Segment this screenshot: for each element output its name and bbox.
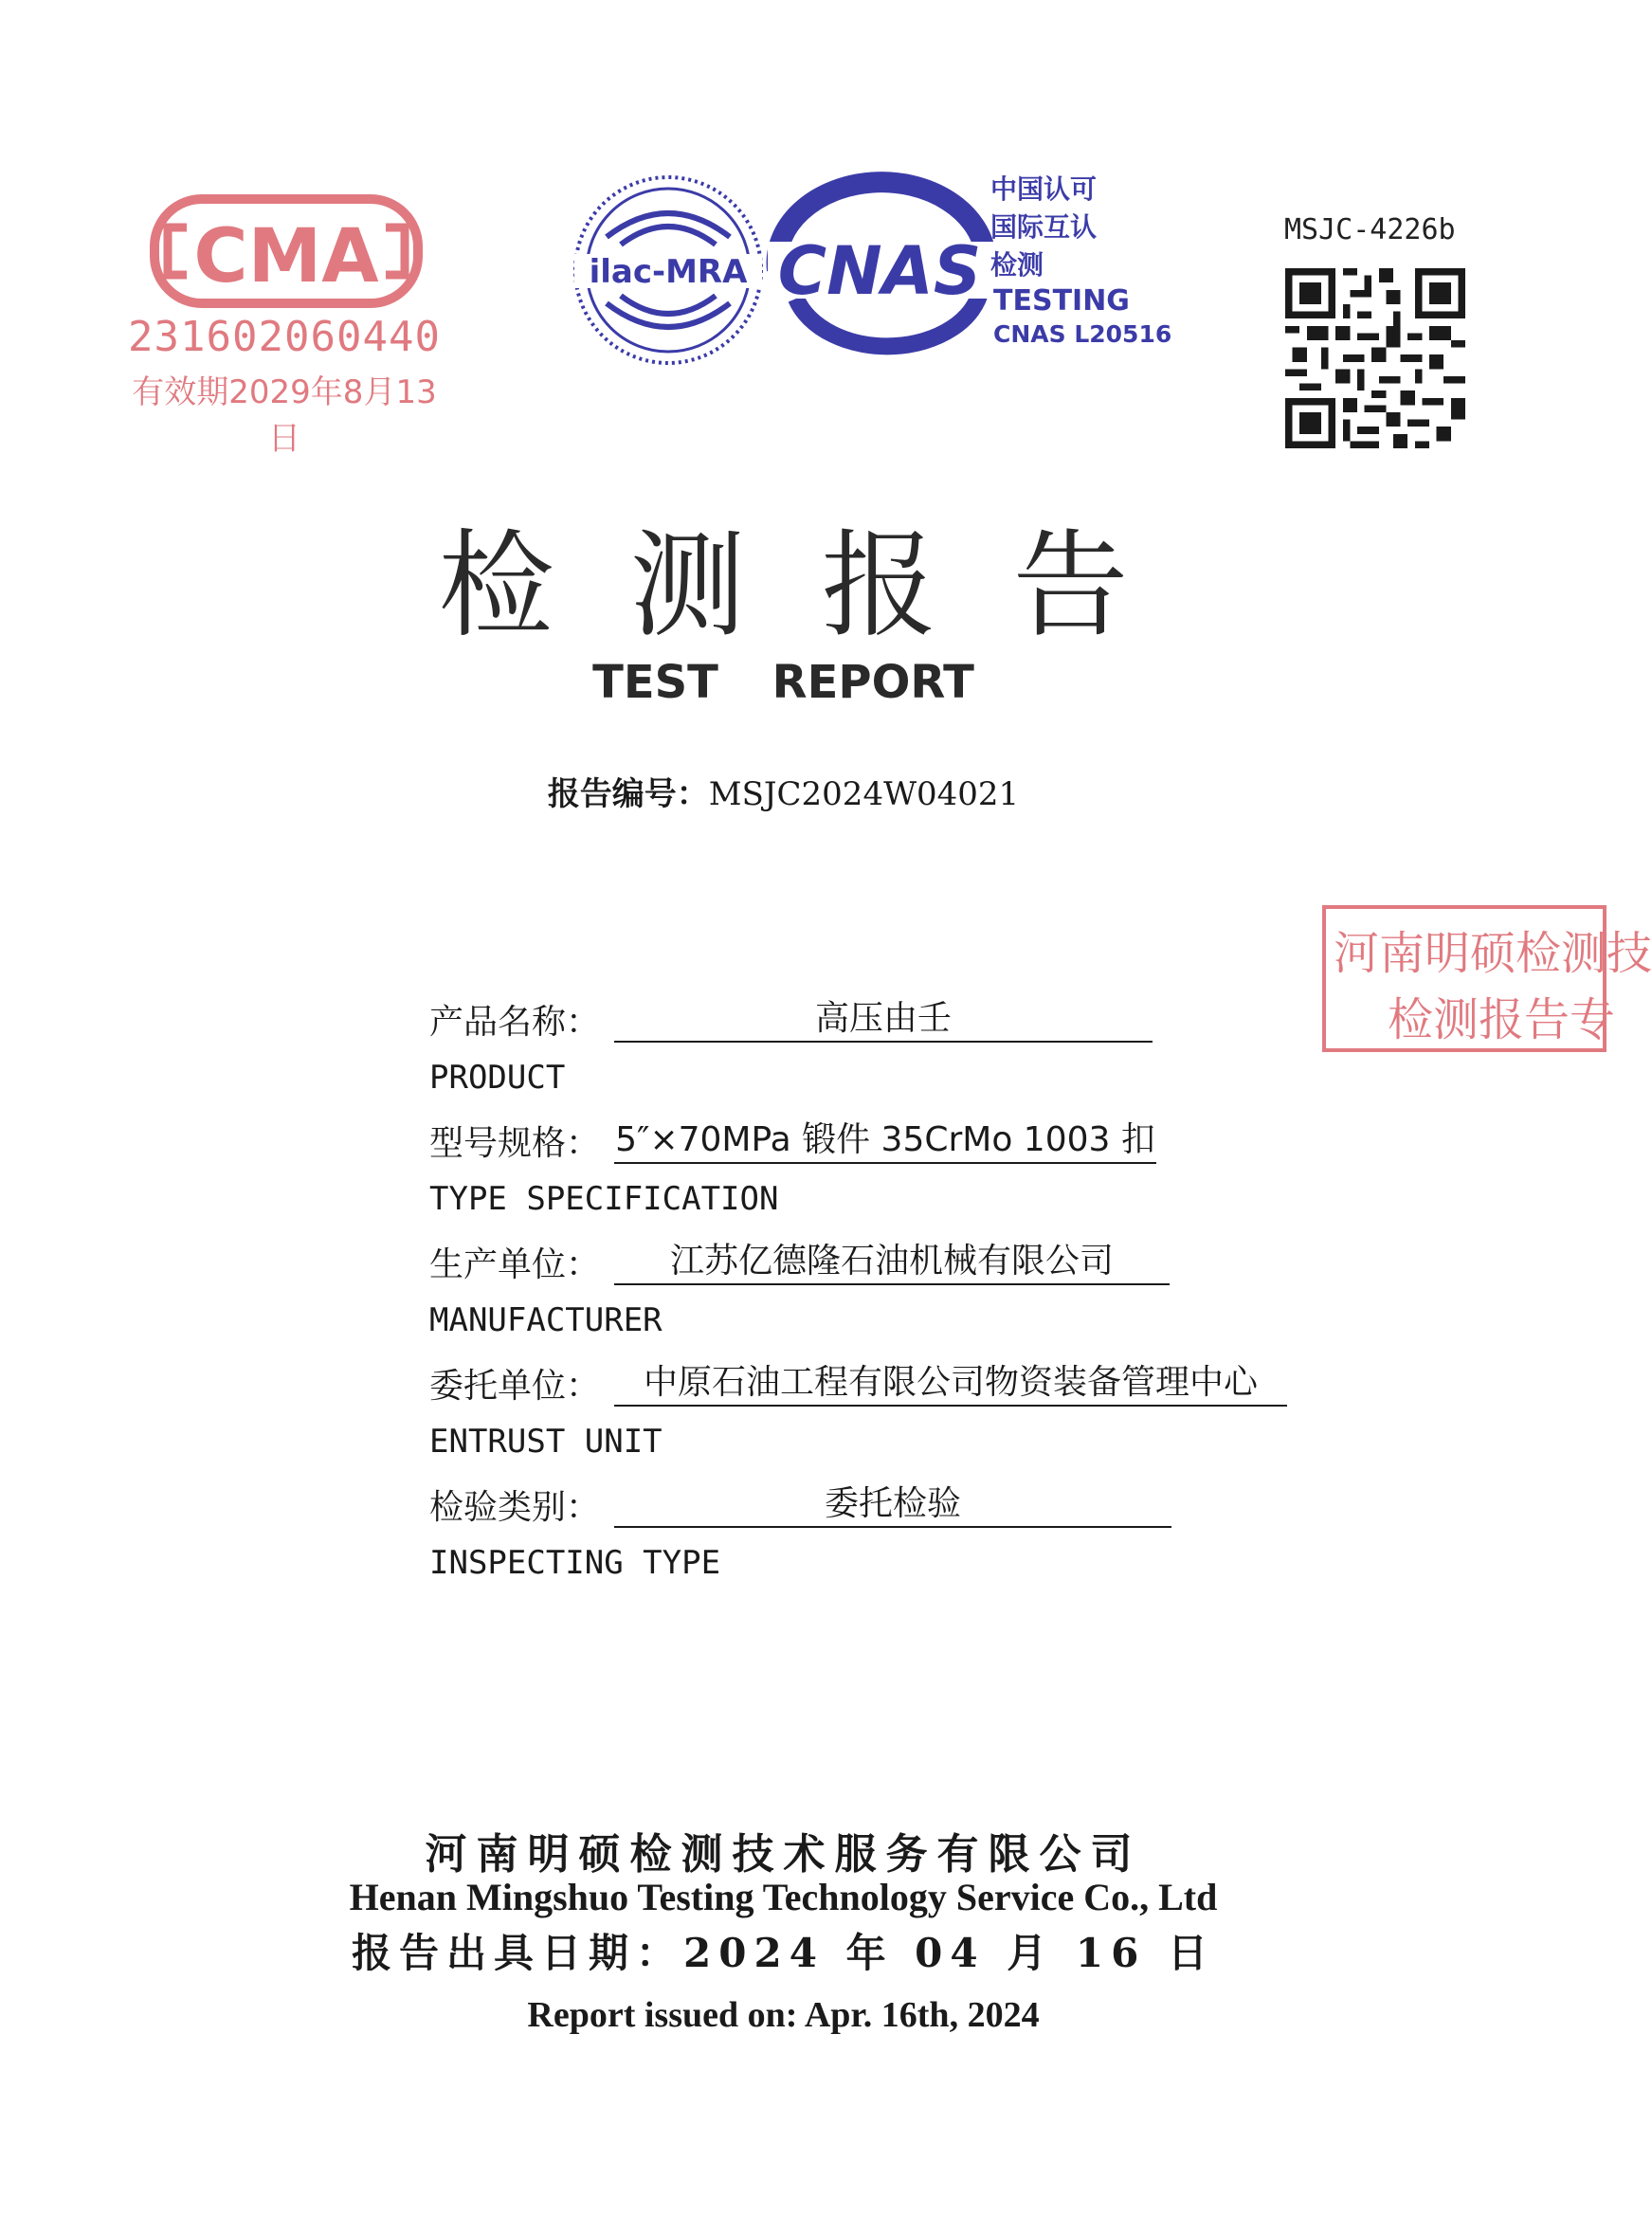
title-english: TEST REPORT bbox=[592, 656, 974, 709]
seal-line1: 河南明硕检测技 bbox=[1334, 927, 1652, 980]
cnas-cn-line2: 国际互认 bbox=[990, 211, 1098, 243]
product-label-en: PRODUCT bbox=[429, 1059, 566, 1097]
seal-line2: 检测报告专 bbox=[1388, 993, 1616, 1046]
cnas-cn-line1: 中国认可 bbox=[990, 173, 1098, 205]
title-chinese: 检测报告 bbox=[438, 518, 1205, 653]
type-spec-label-en: TYPE SPECIFICATION bbox=[429, 1180, 779, 1218]
manufacturer-label: 生产单位： bbox=[429, 1245, 601, 1284]
product-label: 产品名称： bbox=[429, 1003, 601, 1042]
report-number-label: 报告编号： bbox=[547, 775, 709, 813]
cma-number: 231602060440 bbox=[128, 313, 441, 361]
type-spec-label: 型号规格： bbox=[429, 1124, 601, 1163]
report-number bbox=[0, 768, 1567, 814]
report-number-value: MSJC2024W04021 bbox=[708, 775, 1020, 813]
cnas-logo-text: CNAS bbox=[777, 232, 982, 310]
entrust-unit-label: 委托单位： bbox=[429, 1367, 601, 1406]
cnas-code: CNAS L20516 bbox=[993, 320, 1172, 348]
qr-code-icon bbox=[1285, 268, 1465, 448]
cma-validity: 有效期2029年8月13日 bbox=[132, 373, 437, 458]
company-seal-stamp bbox=[1322, 905, 1652, 1052]
cma-logo-text: CMA bbox=[193, 214, 379, 300]
document-code: MSJC-4226b bbox=[1284, 213, 1456, 246]
ilac-logo-text: ilac-MRA bbox=[589, 253, 748, 291]
cnas-logo-icon bbox=[768, 175, 995, 355]
entrust-unit-value: 中原石油工程有限公司物资装备管理中心 bbox=[614, 1361, 1287, 1407]
manufacturer-value: 江苏亿德隆石油机械有限公司 bbox=[614, 1240, 1170, 1285]
inspecting-type-label: 检验类别： bbox=[429, 1488, 601, 1527]
ilac-mra-logo-icon bbox=[569, 171, 768, 370]
company-name-english: Henan Mingshuo Testing Technology Service Co., Ltd bbox=[349, 1876, 1218, 1918]
type-spec-value: 5″×70MPa 锻件 35CrMo 1003 扣 bbox=[614, 1118, 1156, 1164]
cma-logo-icon bbox=[149, 190, 424, 313]
cma-stamp bbox=[128, 190, 441, 458]
entrust-unit-label-en: ENTRUST UNIT bbox=[429, 1423, 663, 1461]
issue-date-chinese: 报告出具日期：2024 年 04 月 16 日 bbox=[352, 1930, 1215, 1976]
issue-date-english: Report issued on: Apr. 16th, 2024 bbox=[527, 1995, 1040, 2035]
inspecting-type-label-en: INSPECTING TYPE bbox=[429, 1544, 721, 1582]
cnas-testing: TESTING bbox=[993, 284, 1130, 318]
product-value: 高压由壬 bbox=[614, 997, 1153, 1043]
manufacturer-label-en: MANUFACTURER bbox=[429, 1301, 663, 1339]
inspecting-type-value: 委托检验 bbox=[614, 1482, 1171, 1528]
company-name-chinese: 河南明硕检测技术服务有限公司 bbox=[425, 1830, 1142, 1879]
cnas-cn-line3: 检测 bbox=[990, 249, 1044, 281]
